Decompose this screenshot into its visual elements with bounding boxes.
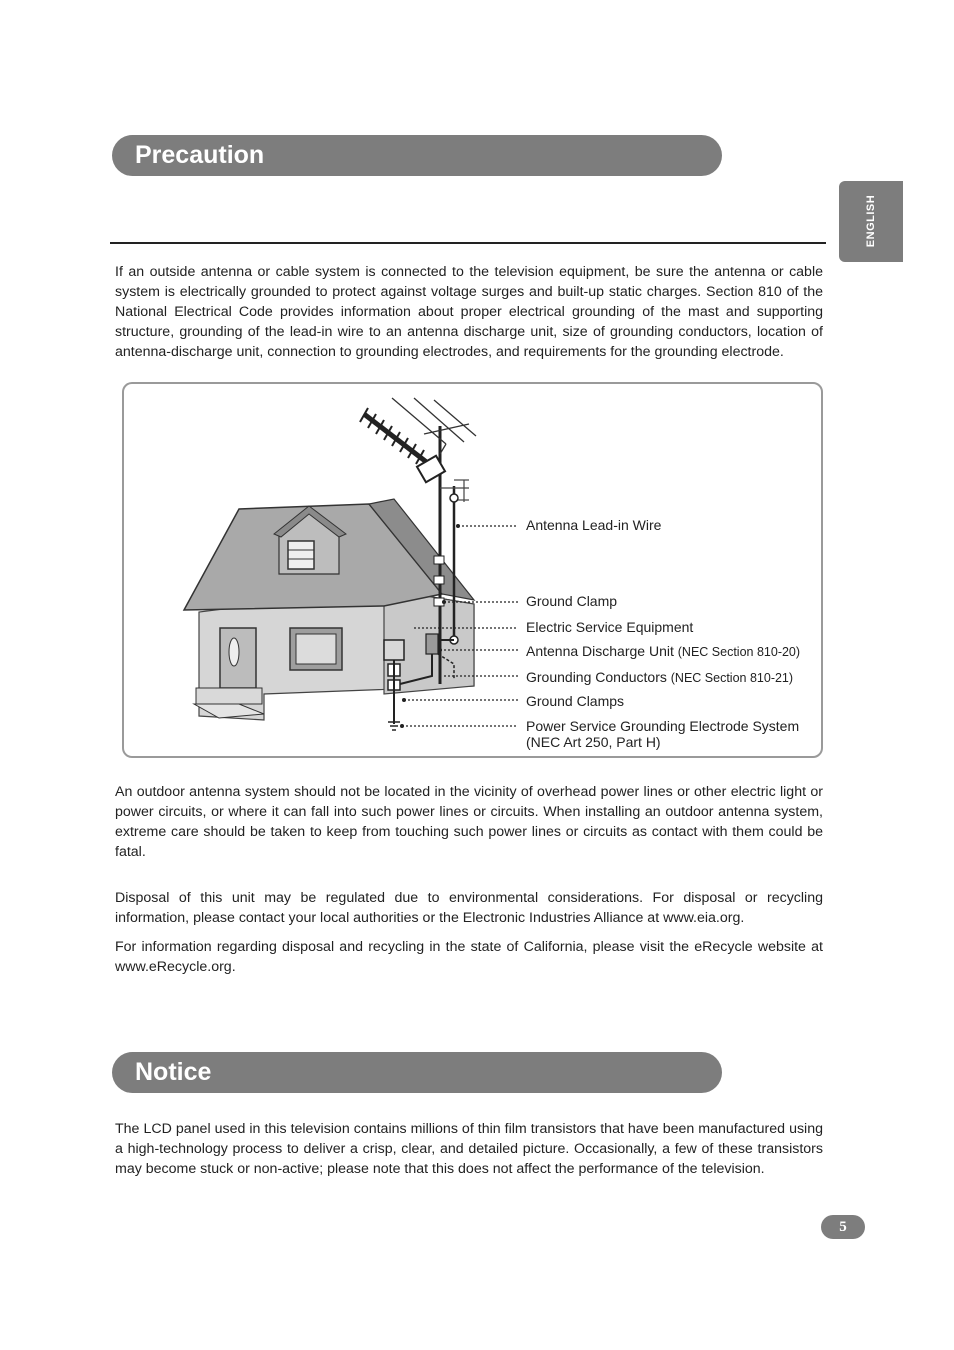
label-antenna-lead-in-wire: Antenna Lead-in Wire — [526, 517, 662, 533]
disposal-paragraph: Disposal of this unit may be regulated due to environmental considerations. For disposal or recycling information, please contact your local authorities or the Electronic Industries Alliance at www.eia.org. — [115, 890, 823, 926]
label-ground-clamps: Ground Clamps — [526, 693, 625, 709]
label-discharge-unit-reference: (NEC Section 810-20) — [677, 645, 801, 659]
page-number: 5 — [821, 1215, 865, 1239]
grounding-intro-paragraph: If an outside antenna or cable system is connected to the television equipment, be sure the antenna or cable system is electrically grounded to protect against voltage surges and built-up static charges. Section 810 of the National Electrical Code provides information about proper electrical grounding of the mast and supporting structure, grounding of the lead-in wire to an antenna discharge unit, size of grounding conductors, location of antenna-discharge unit, connection to grounding electrodes, and requirements for the grounding electrode. — [115, 264, 823, 360]
label-antenna-discharge-unit: Antenna Discharge Unit (NEC Section 810-20) — [526, 643, 801, 659]
label-grounding-conductors-reference: (NEC Section 810-21) — [670, 671, 794, 685]
label-electrode-system-reference: (NEC Art 250, Part H) — [526, 734, 661, 750]
precaution-banner — [112, 135, 722, 176]
label-electric-service-equipment: Electric Service Equipment — [526, 619, 694, 635]
notice-title: Notice — [135, 1058, 212, 1086]
precaution-title: Precaution — [135, 141, 265, 169]
language-tab — [839, 181, 903, 262]
label-grounding-conductors: Grounding Conductors (NEC Section 810-21) — [526, 669, 794, 685]
section-divider — [110, 242, 826, 244]
notice-banner — [112, 1052, 722, 1093]
language-tab-label: ENGLISH — [865, 194, 877, 248]
california-recycling-paragraph: For information regarding disposal and recycling in the state of California, please visit the eRecycle website at www.eRecycle.org. — [115, 939, 823, 975]
notice-body-paragraph: The LCD panel used in this television contains millions of thin film transistors that have been manufactured using a high-technology process to deliver a crisp, clear, and detailed picture. Occasionally, a few of these transistors may become stuck or non-active; please note that this does not affect the performance of the television. — [115, 1121, 823, 1177]
antenna-grounding-diagram — [122, 382, 823, 758]
outdoor-antenna-warning-paragraph: An outdoor antenna system should not be located in the vicinity of overhead power lines or other electric light or power circuits, or where it can fall into such power lines or circuits. When installing an outdoor antenna system, extreme care should be taken to keep from touching such power lines or circuits as contact with them could be fatal. — [115, 784, 823, 860]
label-ground-clamp: Ground Clamp — [526, 593, 618, 609]
label-grounding-electrode-system: Power Service Grounding Electrode System (NEC Art 250, Part H) — [526, 718, 800, 750]
house-antenna-illustration — [124, 384, 825, 760]
